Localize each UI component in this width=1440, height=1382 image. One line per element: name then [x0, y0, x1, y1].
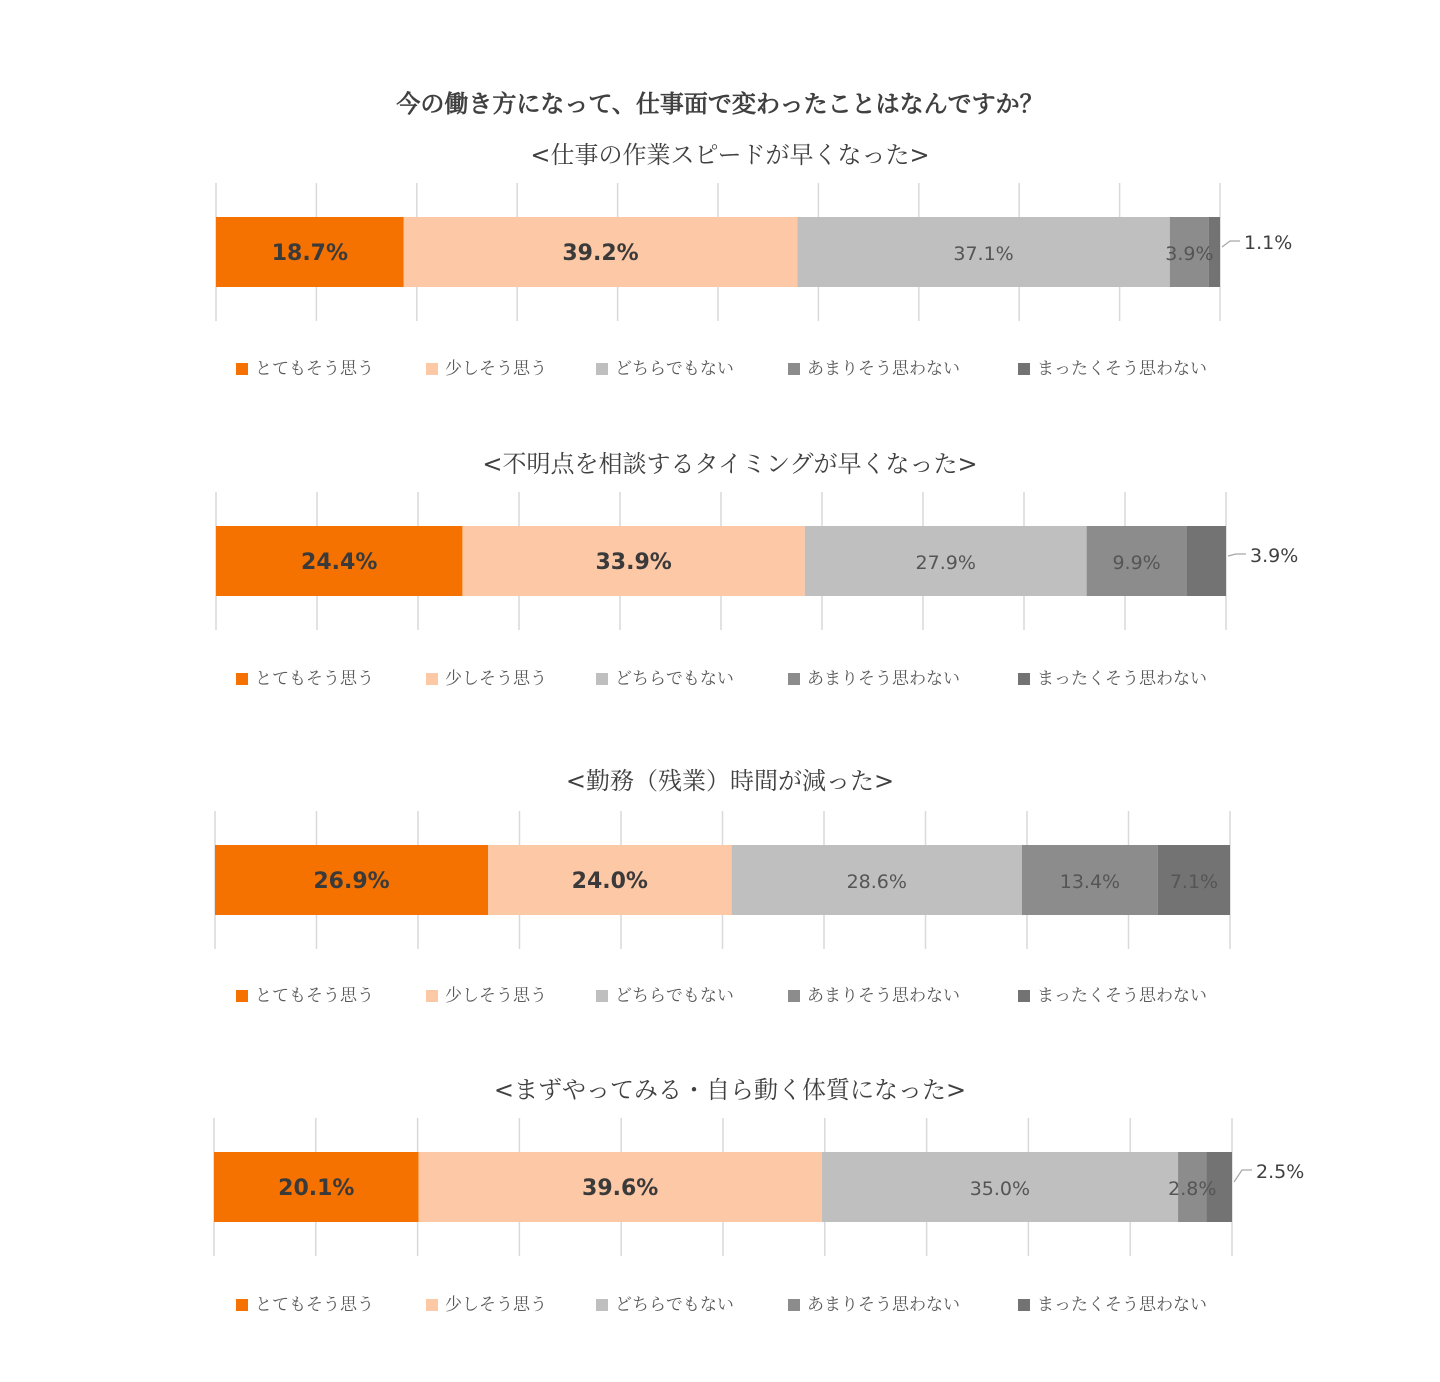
data-label: 24.0%: [571, 869, 648, 894]
legend-swatch: [1018, 1299, 1030, 1311]
bar-segment-5: [1187, 526, 1226, 596]
data-label: 33.9%: [595, 550, 672, 575]
legend-swatch: [596, 1299, 608, 1311]
legend-swatch: [788, 1299, 800, 1311]
legend-label: とてもそう思う: [255, 359, 374, 379]
data-label: 7.1%: [1169, 871, 1219, 893]
legend-swatch: [788, 363, 800, 375]
data-label: 27.9%: [915, 552, 976, 574]
legend-swatch: [1018, 673, 1030, 685]
legend-label: どちらでもない: [615, 359, 734, 379]
legend-item: [596, 669, 734, 689]
legend-swatch: [426, 673, 438, 685]
chart-1: [216, 141, 1292, 379]
data-label: 24.4%: [301, 550, 378, 575]
legend-label: まったくそう思わない: [1037, 1295, 1207, 1315]
legend-label: とてもそう思う: [255, 1295, 374, 1315]
legend-item: [426, 1295, 547, 1315]
legend-swatch: [236, 673, 248, 685]
chart-3: [215, 767, 1230, 1006]
legend-item: [596, 359, 734, 379]
legend-swatch: [426, 363, 438, 375]
legend-item: [426, 986, 547, 1006]
legend-swatch: [788, 990, 800, 1002]
legend-item: [426, 359, 547, 379]
legend-label: 少しそう思う: [445, 986, 547, 1006]
data-label: 3.9%: [1250, 545, 1299, 567]
chart-title: <仕事の作業スピードが早くなった>: [530, 141, 930, 169]
legend-swatch: [596, 673, 608, 685]
legend-swatch: [596, 363, 608, 375]
legend-label: 少しそう思う: [445, 669, 547, 689]
data-label: 3.9%: [1165, 243, 1214, 265]
legend-swatch: [236, 363, 248, 375]
legend-label: どちらでもない: [615, 1295, 734, 1315]
data-label: 37.1%: [953, 243, 1014, 265]
legend-item: [236, 359, 374, 379]
chart-title: <不明点を相談するタイミングが早くなった>: [482, 450, 978, 478]
data-label: 9.9%: [1112, 552, 1161, 574]
legend-label: あまりそう思わない: [807, 1295, 960, 1315]
legend-label: 少しそう思う: [445, 359, 547, 379]
legend-item: [1018, 1295, 1207, 1315]
legend-item: [596, 1295, 734, 1315]
leader-line: [1228, 554, 1246, 556]
legend-label: まったくそう思わない: [1037, 669, 1207, 689]
legend-swatch: [426, 1299, 438, 1311]
legend-label: まったくそう思わない: [1037, 986, 1207, 1006]
legend-item: [236, 986, 374, 1006]
legend-item: [236, 1295, 374, 1315]
legend-label: どちらでもない: [615, 986, 734, 1006]
data-label: 39.2%: [562, 241, 639, 266]
leader-line: [1234, 1170, 1252, 1182]
legend-item: [788, 986, 960, 1006]
data-label: 39.6%: [582, 1176, 659, 1201]
data-label: 20.1%: [278, 1176, 355, 1201]
legend-label: とてもそう思う: [255, 986, 374, 1006]
legend-swatch: [1018, 363, 1030, 375]
legend-label: あまりそう思わない: [807, 986, 960, 1006]
legend-label: 少しそう思う: [445, 1295, 547, 1315]
legend-item: [1018, 669, 1207, 689]
data-label: 1.1%: [1244, 232, 1293, 254]
data-label: 2.5%: [1256, 1161, 1305, 1183]
legend-item: [788, 359, 960, 379]
legend-item: [596, 986, 734, 1006]
leader-line: [1222, 241, 1240, 247]
legend-label: まったくそう思わない: [1037, 359, 1207, 379]
legend-swatch: [1018, 990, 1030, 1002]
legend-item: [788, 669, 960, 689]
data-label: 26.9%: [313, 869, 390, 894]
data-label: 35.0%: [969, 1178, 1031, 1200]
legend-item: [236, 669, 374, 689]
data-label: 13.4%: [1059, 871, 1121, 893]
legend-swatch: [788, 673, 800, 685]
legend-label: あまりそう思わない: [807, 359, 960, 379]
legend-swatch: [426, 990, 438, 1002]
legend-item: [1018, 359, 1207, 379]
legend-item: [788, 1295, 960, 1315]
legend-swatch: [236, 1299, 248, 1311]
figure-title: 今の働き方になって、仕事面で変わったことはなんですか？: [396, 90, 1044, 118]
legend-label: どちらでもない: [615, 669, 734, 689]
data-label: 18.7%: [271, 241, 349, 266]
data-label: 2.8%: [1168, 1178, 1217, 1200]
legend-label: あまりそう思わない: [807, 669, 960, 689]
legend-item: [426, 669, 547, 689]
chart-4: [214, 1076, 1304, 1315]
chart-title: <まずやってみる・自ら動く体質になった>: [493, 1076, 967, 1104]
legend-swatch: [236, 990, 248, 1002]
legend-swatch: [596, 990, 608, 1002]
chart-title: <勤務（残業）時間が減った>: [565, 767, 895, 795]
legend-label: とてもそう思う: [255, 669, 374, 689]
chart-2: [216, 450, 1298, 689]
data-label: 28.6%: [846, 871, 907, 893]
legend-item: [1018, 986, 1207, 1006]
